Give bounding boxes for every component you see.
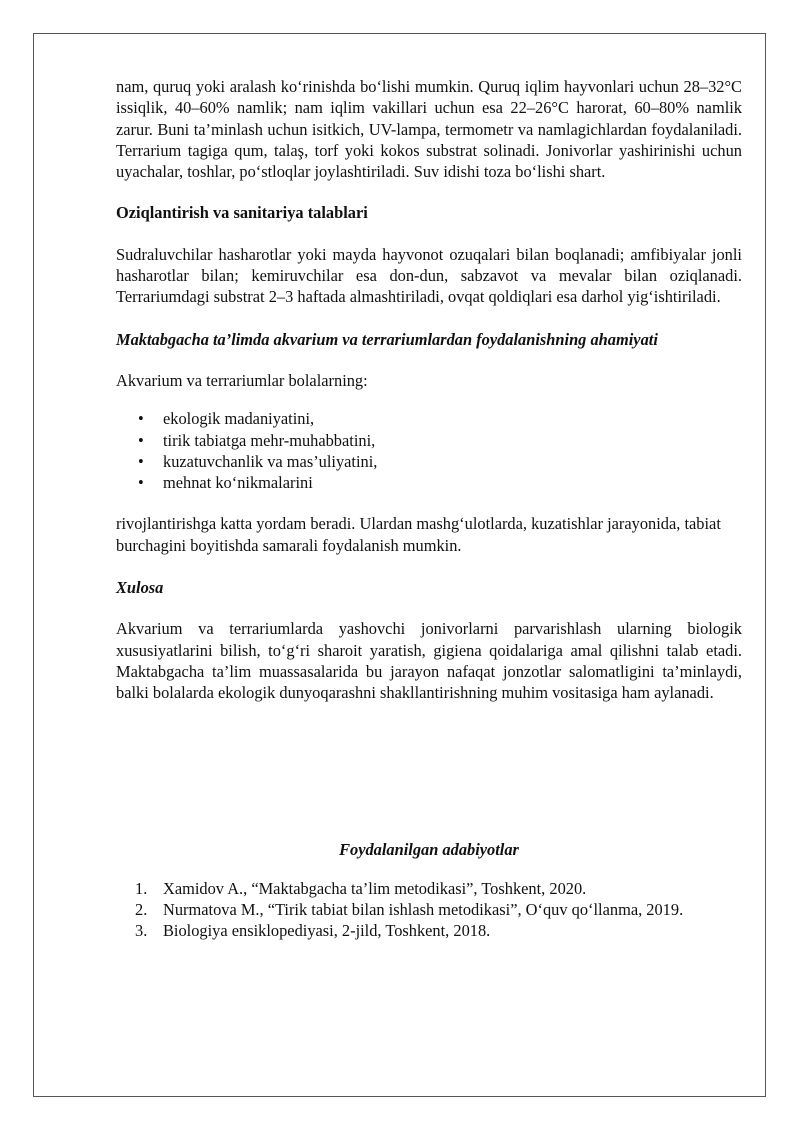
importance-bullet-list xyxy=(116,408,742,493)
conclusion-heading: Xulosa xyxy=(116,578,164,598)
importance-closing: rivojlantirishga katta yordam beradi. Ulardan mashg‘ulotlarda, kuzatishlar jarayonida, tabiat burchagini boyitishda samarali foydalanish mumkin. xyxy=(116,514,721,555)
reference-number: 2. xyxy=(135,900,148,920)
reference-number: 1. xyxy=(135,878,148,898)
list-item: • tirik tabiatga mehr-muhabbatini, xyxy=(116,430,742,451)
feeding-paragraph: Sudraluvchilar hasharotlar yoki mayda hayvonot ozuqalari bilan boqlanadi; amfibiyalar jonli hasharotlar bilan; kemiruvchilar esa don-dun, sabzavot va mevalar bilan oziqlanadi. Terrariumdagi substrat 2–3 haftada almashtiriladi, ovqat qoldiqlari esa darhol yig‘ishtiriladi. xyxy=(116,244,742,307)
reference-item xyxy=(116,899,742,920)
references-title: Foydalanilgan adabiyotlar xyxy=(339,839,519,859)
references-list xyxy=(116,878,742,942)
importance-lead: Akvarium va terrariumlar bolalarning: xyxy=(116,370,368,390)
reference-text: Xamidov A., “Maktabgacha ta’lim metodikasi”, Toshkent, 2020. xyxy=(163,878,587,898)
list-item: • mehnat ko‘nikmalarini xyxy=(116,472,742,493)
intro-paragraph: nam, quruq yoki aralash ko‘rinishda bo‘lishi mumkin. Quruq iqlim hayvonlari uchun 28–32°C issiqlik, 40–60% namlik; nam iqlim vakillari uchun esa 22–26°C harorat, 60–80% namlik zarur. Buni ta’minlash uchun isitkich, UV-lampa, termometr va namlagichlardan foydalaniladi. Terrarium tagiga qum, talaş, torf yoki kokos substrat solinadi. Jonivorlar yashirinishi uchun uyachalar, toshlar, po‘stloqlar joylashtiriladi. Suv idishi toza bo‘lishi shart. xyxy=(116,77,742,182)
reference-item xyxy=(116,920,742,941)
importance-heading: Maktabgacha ta’limda akvarium va terrariumlardan foydalanishning ahamiyati xyxy=(116,329,658,349)
reference-text: Nurmatova M., “Tirik tabiat bilan ishlash metodikasi”, O‘quv qo‘llanma, 2019. xyxy=(163,900,684,920)
list-item: • kuzatuvchanlik va mas’uliyatini, xyxy=(116,451,742,472)
feeding-heading: Oziqlantirish va sanitariya talablari xyxy=(116,203,368,223)
conclusion-paragraph: Akvarium va terrariumlarda yashovchi jonivorlarni parvarishlash ularning biologik xususiyatlarini bilish, to‘g‘ri sharoit yaratish, gigiena qoidalariga amal qilishni talab etadi. Maktabgacha ta’lim muassasalarida bu jarayon nafaqat jonzotlar salomatligini ta’minlaydi, balki bolalarda ekologik dunyoqarashni shakllantirishning muhim vositasiga ham aylanadi. xyxy=(116,619,742,703)
reference-item xyxy=(116,878,742,899)
document-body xyxy=(116,76,742,942)
reference-number: 3. xyxy=(135,921,148,941)
reference-text: Biologiya ensiklopediyasi, 2-jild, Toshkent, 2018. xyxy=(163,921,491,941)
list-item: • ekologik madaniyatini, xyxy=(116,408,742,429)
